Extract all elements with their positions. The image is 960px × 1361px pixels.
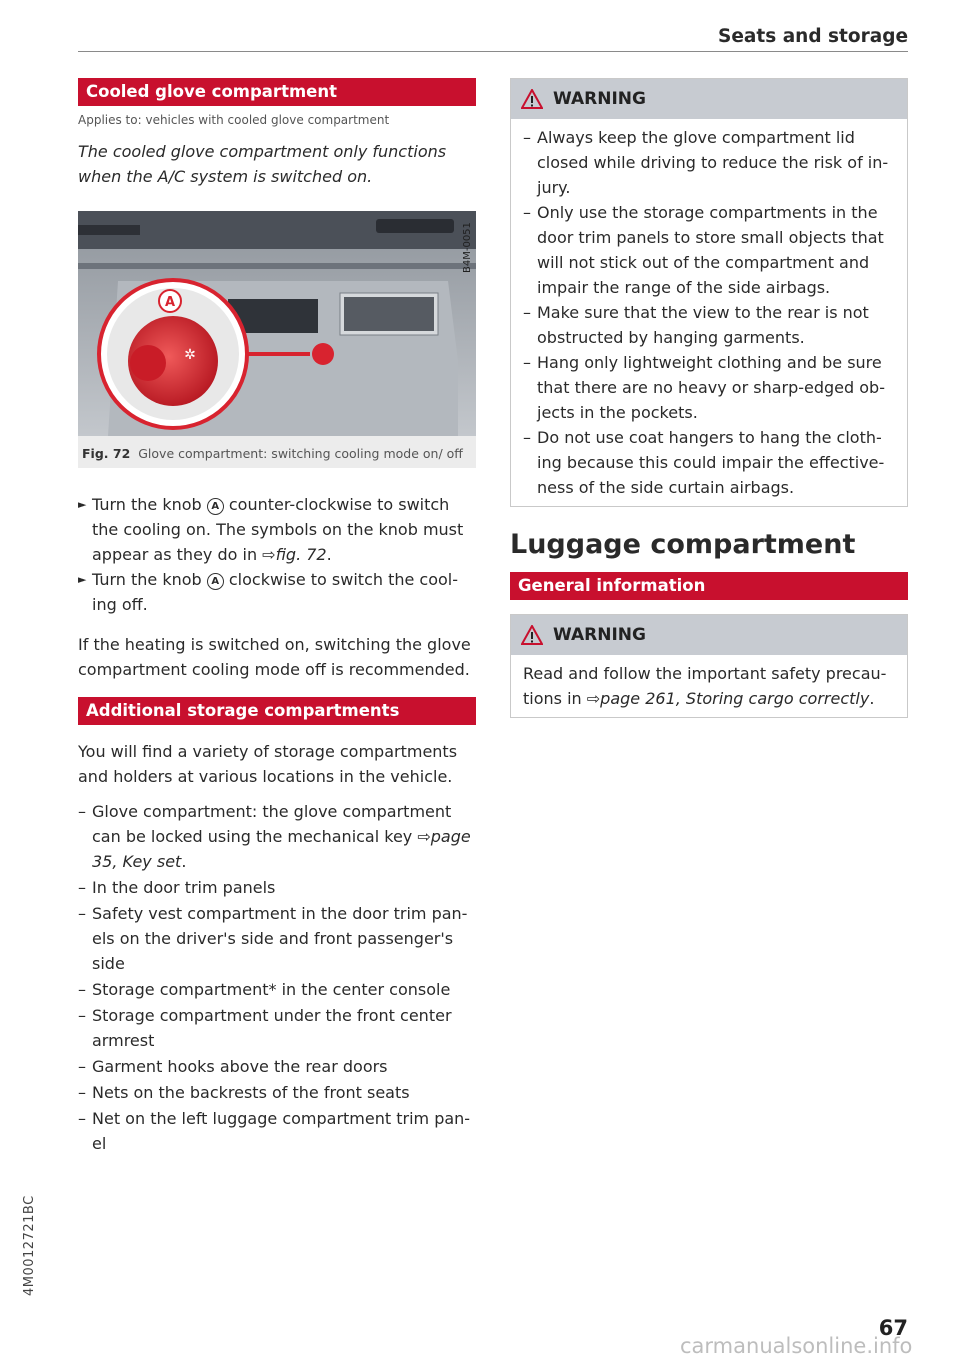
warning-label: WARNING bbox=[553, 625, 646, 645]
section-heading-additional: Additional storage compartments bbox=[78, 697, 476, 725]
step-item bbox=[78, 567, 476, 617]
step-arrow-icon: ► bbox=[78, 498, 87, 511]
figure-72 bbox=[78, 211, 476, 468]
watermark-logo: carmanualsonline.info bbox=[680, 1334, 913, 1358]
step-text: Turn the knob bbox=[92, 495, 207, 514]
list-item: – Storage compartment under the front center armrest bbox=[78, 1006, 452, 1050]
warning-item: – Hang only lightweight clothing and be sure that there are no heavy or sharp-edged ob-jects in the pockets. bbox=[523, 353, 885, 422]
chapter-title: Luggage compartment bbox=[510, 529, 856, 560]
storage-list bbox=[78, 799, 476, 1156]
figure-caption bbox=[78, 436, 476, 468]
left-column bbox=[78, 78, 476, 1157]
list-item: – Glove compartment: the glove compartment can be locked using the mechanical key ⇨page 35, Key set. bbox=[78, 802, 471, 871]
warning-item: – Always keep the glove compartment lid closed while driving to reduce the risk of in-jury. bbox=[523, 128, 889, 197]
warning-body bbox=[511, 655, 907, 717]
list-item: – Garment hooks above the rear doors bbox=[78, 1057, 388, 1076]
list-item: – Storage compartment* in the center console bbox=[78, 980, 451, 999]
step-text: clockwise to switch the cool-ing off. bbox=[92, 570, 459, 614]
warning-item: – Do not use coat hangers to hang the cloth-ing because this could impair the effective-ness of the side curtain airbags. bbox=[523, 428, 885, 497]
figure-code: B4M-0051 bbox=[462, 222, 473, 273]
step-item bbox=[78, 492, 476, 567]
list-item: – In the door trim panels bbox=[78, 878, 276, 897]
document-code: 4M0012721BC bbox=[22, 1195, 37, 1296]
snowflake-icon: ✲ bbox=[184, 347, 196, 363]
glove-compartment-illustration bbox=[78, 211, 476, 436]
section-heading-cooled: Cooled glove compartment bbox=[78, 78, 476, 106]
running-header: Seats and storage bbox=[718, 26, 908, 47]
figure-callout-label: A bbox=[164, 295, 176, 310]
warning-triangle-icon bbox=[521, 625, 543, 645]
list-item: – Safety vest compartment in the door trim pan-els on the driver's side and front passenger's side bbox=[78, 904, 468, 973]
page-link[interactable]: ⇨page 261, Storing cargo correctly bbox=[586, 689, 870, 708]
warning-body bbox=[511, 119, 907, 506]
warning-item: – Make sure that the view to the rear is not obstructed by hanging garments. bbox=[523, 303, 869, 347]
warning-item: – Only use the storage compartments in the door trim panels to store small objects that will not stick out of the compartment and impair the range of the side airbags. bbox=[523, 203, 884, 297]
callout-a-icon: A bbox=[207, 573, 224, 590]
right-column bbox=[510, 78, 908, 718]
warning-box bbox=[510, 78, 908, 507]
warning-triangle-icon bbox=[521, 89, 543, 109]
step-arrow-icon: ► bbox=[78, 573, 87, 586]
figure-link[interactable]: ⇨fig. 72 bbox=[262, 545, 327, 564]
list-item: – Net on the left luggage compartment trim pan-el bbox=[78, 1109, 471, 1153]
step-text: . bbox=[326, 545, 332, 564]
page-number: 67 bbox=[878, 1316, 908, 1340]
section-heading-general: General information bbox=[510, 572, 908, 600]
additional-intro: You will find a variety of storage compartments and holders at various locations in the vehicle. bbox=[78, 742, 458, 786]
step-text: counter-clockwise to switch the cooling on. The symbols on the knob must appear as they do in bbox=[92, 495, 464, 564]
page-link[interactable]: ⇨page 35, Key set bbox=[92, 827, 471, 871]
warning-text: Read and follow the important safety precau-tions in ⇨page 261, Storing cargo correctly. bbox=[523, 664, 887, 708]
warning-box bbox=[510, 614, 908, 718]
caption-text: Glove compartment: switching cooling mode on/ off bbox=[138, 446, 463, 461]
applies-note: Applies to: vehicles with cooled glove compartment bbox=[78, 113, 390, 127]
cooled-intro: The cooled glove compartment only functions when the A/C system is switched on. bbox=[78, 142, 447, 186]
list-item: – Nets on the backrests of the front seats bbox=[78, 1083, 410, 1102]
warning-header bbox=[511, 615, 907, 655]
heating-note: If the heating is switched on, switching the glove compartment cooling mode off is recommended. bbox=[78, 635, 471, 679]
step-text: Turn the knob bbox=[92, 570, 207, 589]
procedure-steps bbox=[78, 492, 476, 617]
caption-label: Fig. 72 bbox=[82, 446, 131, 461]
warning-header bbox=[511, 79, 907, 119]
warning-label: WARNING bbox=[553, 89, 646, 109]
header-rule bbox=[78, 51, 908, 52]
callout-a-icon: A bbox=[207, 498, 224, 515]
